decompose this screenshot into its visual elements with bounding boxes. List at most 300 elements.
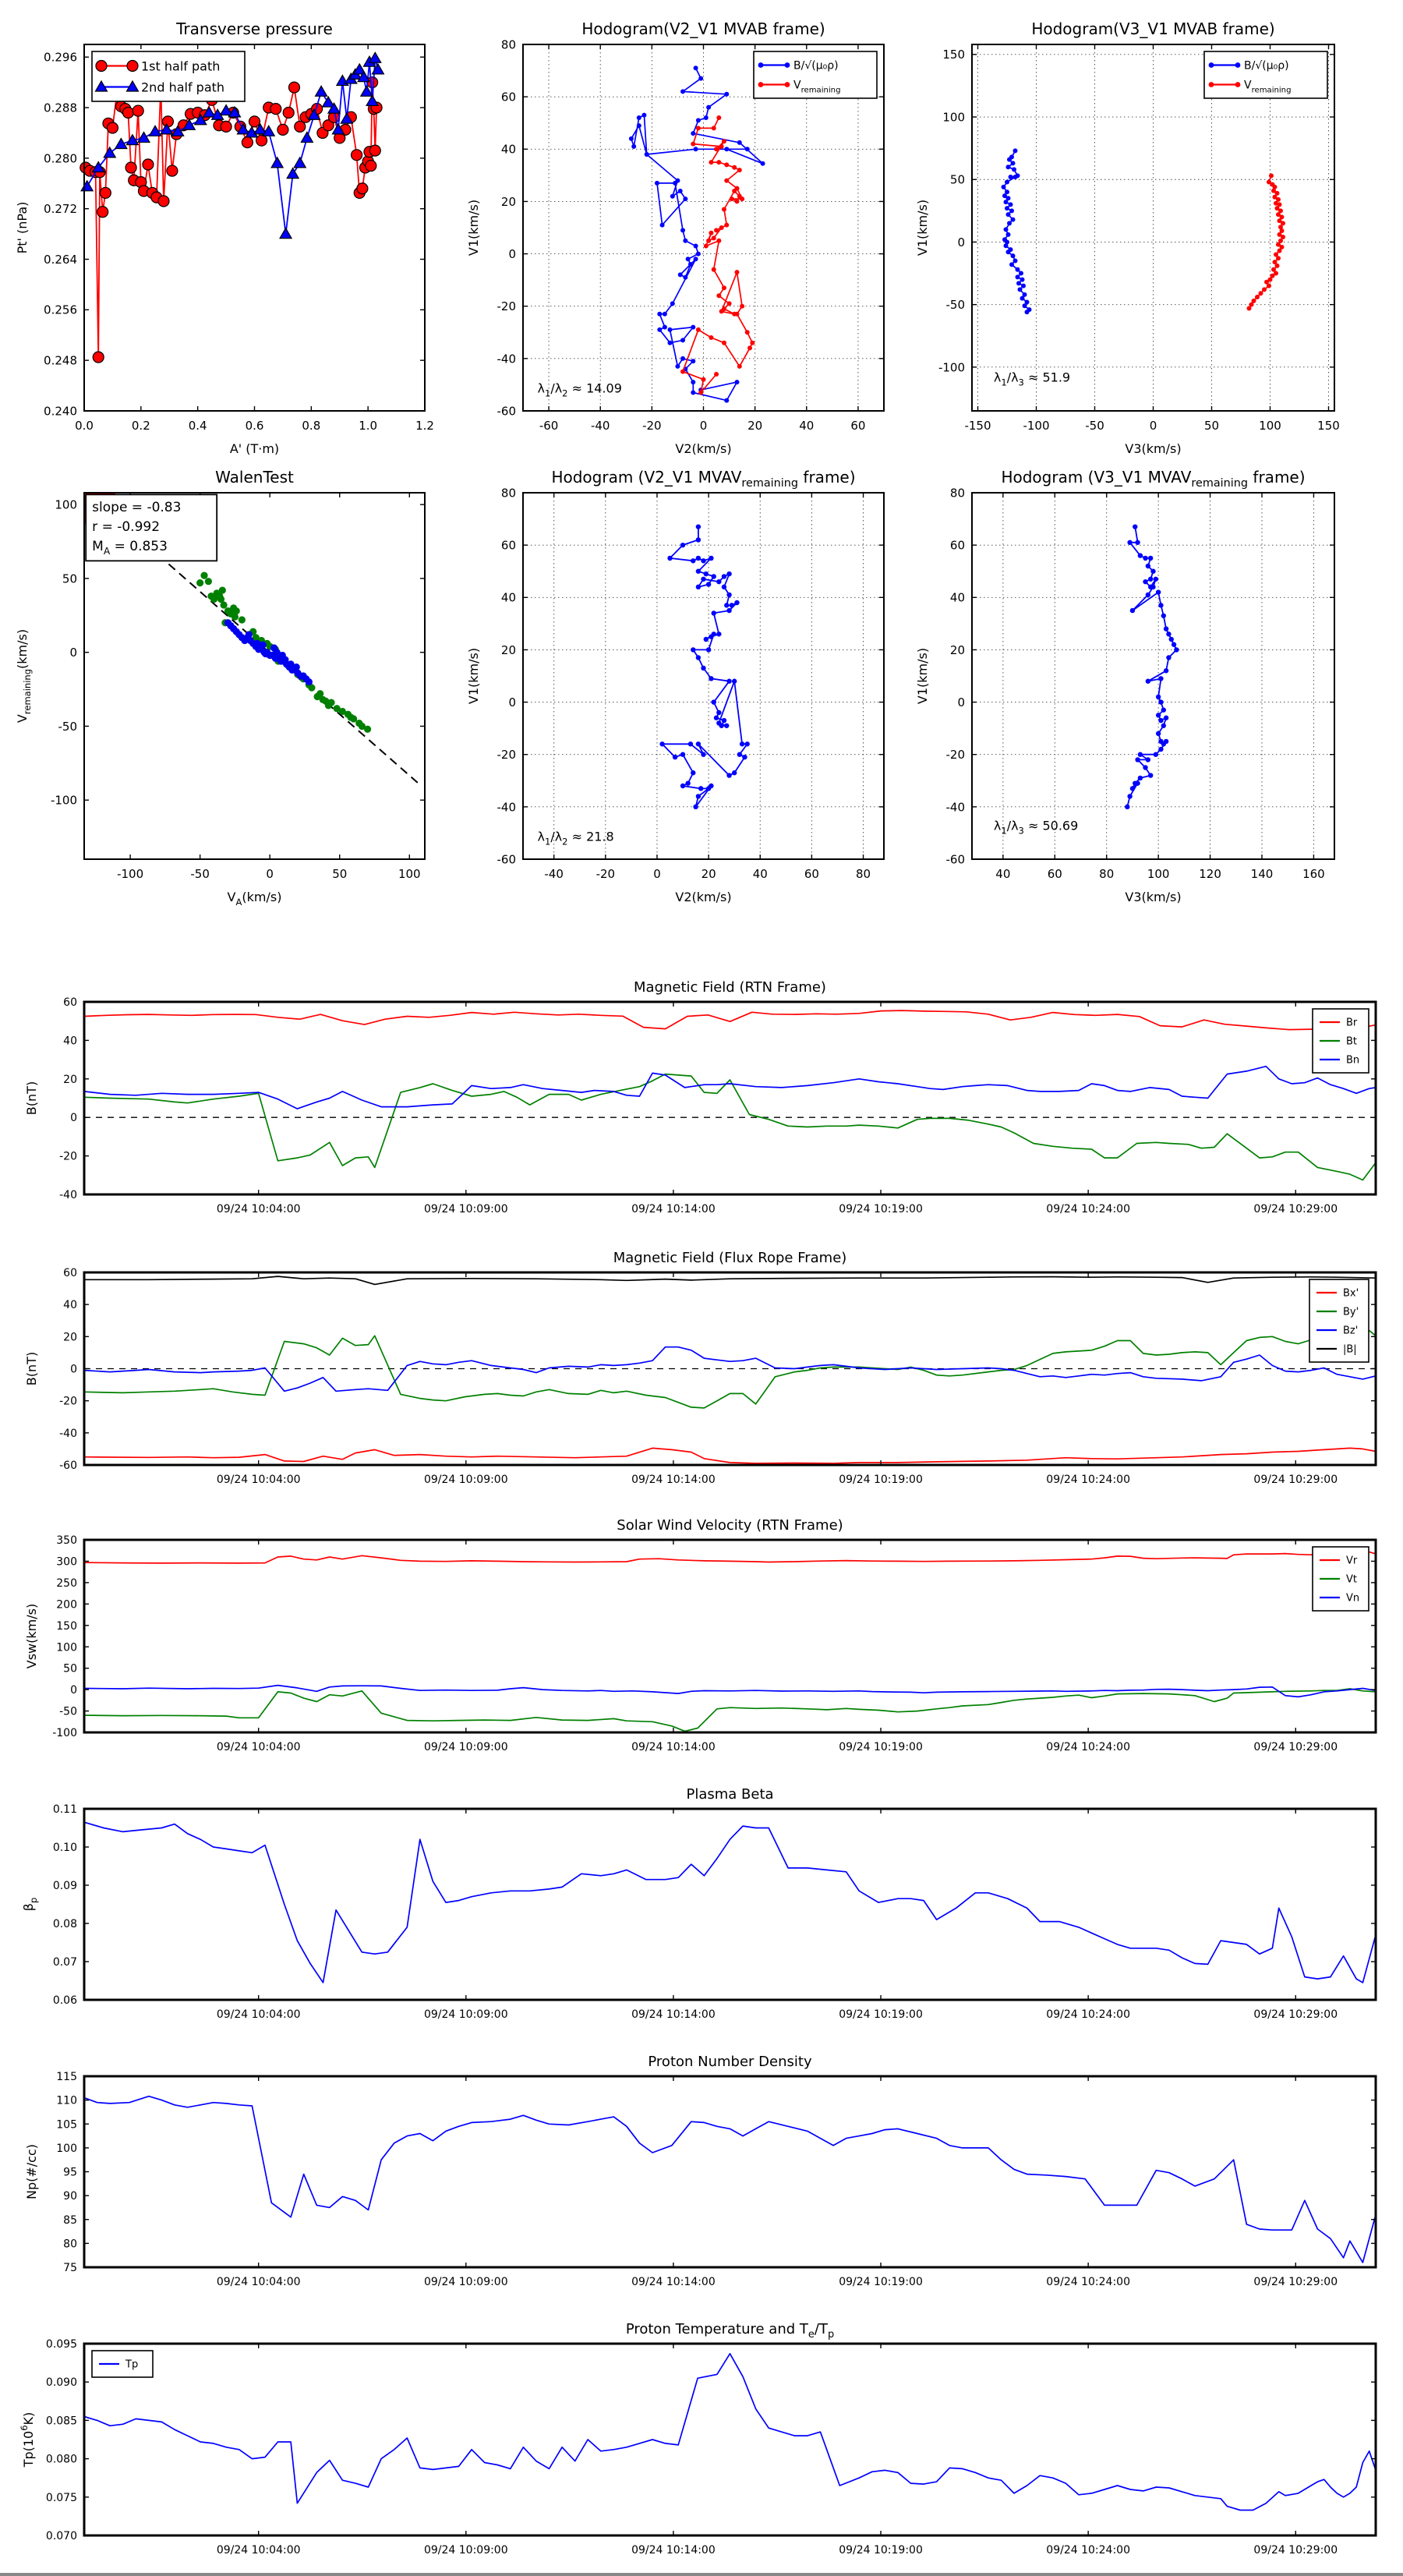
data-point-marker — [785, 62, 790, 68]
data-point-marker — [722, 285, 726, 290]
data-point-marker — [712, 267, 716, 272]
data-point-marker — [1275, 264, 1280, 268]
data-point-marker — [1138, 553, 1143, 557]
circle-marker — [221, 121, 231, 132]
data-point-marker — [1276, 256, 1281, 260]
x-tick-label: 160 — [1302, 867, 1325, 881]
y-tick-label: 40 — [500, 142, 516, 157]
data-point-marker — [694, 65, 698, 70]
annotation-text: $\lambda_1/\lambda_2 \approx 21.8$ — [537, 829, 614, 847]
x-tick-label: 09/24 10:04:00 — [216, 2008, 301, 2021]
data-point-marker — [696, 327, 701, 332]
data-point-marker — [745, 741, 750, 746]
legend — [92, 2351, 153, 2377]
data-point-marker — [709, 231, 713, 235]
br-line — [84, 1010, 1376, 1030]
x-tick-label: 09/24 10:09:00 — [423, 1203, 508, 1215]
y-tick-label: 100 — [56, 1641, 77, 1654]
data-point-marker — [712, 235, 716, 240]
data-point-marker — [1006, 232, 1011, 237]
x-tick-label: 1.2 — [415, 419, 434, 433]
x-tick-label: 1.0 — [359, 419, 378, 433]
data-point-marker — [683, 196, 687, 201]
plot-title: Magnetic Field (RTN Frame) — [634, 979, 826, 996]
data-point-marker — [737, 364, 742, 369]
scatter-point — [219, 586, 226, 593]
legend — [1309, 1279, 1369, 1362]
data-point-marker — [709, 676, 713, 681]
plot-title: Hodogram (V3_V1 $MVAV_{remaining}$ frame) — [1001, 468, 1306, 490]
data-point-marker — [1156, 713, 1161, 717]
data-point-marker — [706, 582, 711, 586]
data-point-marker — [668, 327, 673, 332]
v-hodogram-markers — [1247, 173, 1286, 310]
x-tick-label: 09/24 10:19:00 — [839, 1474, 923, 1486]
y-tick-label: -40 — [945, 800, 965, 815]
legend-label: |B| — [1343, 1343, 1357, 1356]
x-tick-label: 09/24 10:04:00 — [216, 1203, 301, 1215]
y-tick-label: 105 — [56, 2118, 77, 2132]
data-point-marker — [663, 325, 667, 330]
annotation-text: slope = -0.83 — [92, 499, 182, 515]
data-point-marker — [1013, 259, 1018, 264]
data-point-marker — [1158, 603, 1163, 607]
data-point-marker — [716, 239, 721, 243]
plot-title: Hodogram(V2_V1 MVAB frame) — [581, 19, 825, 38]
data-point-marker — [722, 585, 726, 589]
data-point-marker — [709, 160, 713, 165]
x-tick-label: 0 — [653, 867, 661, 881]
x-tick-label: 50 — [332, 867, 348, 881]
data-point-marker — [1135, 540, 1140, 545]
data-point-marker — [1164, 668, 1168, 673]
circle-marker — [270, 104, 281, 115]
data-point-marker — [716, 632, 721, 636]
data-point-marker — [722, 718, 726, 723]
x-tick-label: 100 — [398, 867, 421, 881]
data-point-marker — [727, 301, 732, 306]
data-point-marker — [637, 123, 641, 128]
annotation-text: $\lambda_1/\lambda_2 \approx 14.09$ — [537, 380, 622, 399]
scatter-point — [210, 596, 217, 603]
data-point-marker — [1009, 202, 1013, 207]
y-tick-label: 85 — [63, 2213, 77, 2227]
y-tick-label: -40 — [59, 1427, 77, 1440]
x-tick-label: 09/24 10:29:00 — [1253, 1474, 1338, 1486]
y-tick-label: 100 — [56, 2142, 77, 2155]
data-point-marker — [745, 147, 750, 151]
x-tick-label: 09/24 10:09:00 — [423, 1474, 508, 1486]
annotation — [994, 370, 1070, 387]
data-point-marker — [761, 161, 765, 166]
data-point-marker — [714, 228, 719, 232]
plot-title: Magnetic Field (Flux Rope Frame) — [613, 1250, 847, 1266]
data-point-marker — [737, 168, 742, 172]
data-point-marker — [724, 162, 729, 167]
y-tick-label: -100 — [52, 1727, 77, 1740]
data-point-marker — [691, 391, 695, 395]
data-point-marker — [724, 179, 729, 183]
data-point-marker — [641, 113, 646, 118]
legend-label: $V_{remaining}$ — [1244, 79, 1292, 95]
legend-label: Vt — [1346, 1573, 1357, 1586]
magnetic-field-rtn-plot — [24, 979, 1376, 1215]
data-point-marker — [1269, 173, 1274, 178]
data-point-marker — [1150, 585, 1155, 589]
x-tick-label: 150 — [1317, 419, 1340, 433]
data-point-marker — [1164, 716, 1168, 720]
scatter-point — [364, 726, 371, 733]
walen-test-plot — [15, 468, 425, 908]
triangle-marker — [301, 132, 313, 142]
data-point-marker — [740, 304, 744, 309]
data-point-marker — [714, 147, 719, 151]
x-tick-label: 09/24 10:24:00 — [1046, 2544, 1130, 2557]
annotation — [994, 818, 1078, 836]
proton-temperature-plot — [19, 2321, 1376, 2557]
data-point-marker — [1021, 284, 1026, 288]
data-point-marker — [655, 181, 659, 186]
x-tick-label: 09/24 10:19:00 — [839, 2276, 923, 2288]
data-point-marker — [1130, 786, 1135, 791]
np-line — [84, 2097, 1376, 2263]
data-point-marker — [1158, 747, 1163, 752]
data-point-marker — [1125, 805, 1129, 809]
data-point-marker — [1004, 200, 1009, 204]
y-tick-label: 0 — [508, 695, 516, 709]
plot-title: Plasma Beta — [686, 1786, 774, 1803]
y-tick-label: 40 — [500, 590, 516, 605]
circle-marker — [162, 116, 173, 127]
data-point-marker — [694, 244, 698, 249]
vr-line — [84, 1550, 1376, 1563]
annotation-text: $\lambda_1/\lambda_3 \approx 50.69$ — [993, 818, 1079, 837]
circle-marker — [158, 196, 169, 207]
y-axis-label: Vsw(km/s) — [24, 1603, 39, 1669]
data-point-marker — [696, 118, 701, 122]
x-tick-label: -60 — [539, 419, 559, 433]
data-point-marker — [1138, 776, 1143, 780]
data-point-marker — [696, 537, 701, 542]
y-tick-label: -50 — [59, 1705, 77, 1718]
plot-title: Proton Number Density — [648, 2054, 812, 2070]
y-tick-label: 300 — [56, 1555, 77, 1569]
data-point-marker — [1169, 637, 1174, 642]
data-point-marker — [1262, 287, 1267, 292]
data-point-marker — [726, 608, 731, 613]
x-tick-label: 60 — [850, 419, 866, 433]
data-point-marker — [1127, 794, 1132, 798]
y-tick-label: 0.288 — [44, 101, 77, 115]
data-point-marker — [696, 556, 701, 561]
triangle-marker — [104, 147, 115, 157]
y-tick-label: 80 — [500, 37, 516, 52]
data-point-marker — [726, 571, 731, 576]
x-tick-label: 09/24 10:04:00 — [216, 1474, 301, 1486]
data-point-marker — [1138, 752, 1143, 757]
data-point-marker — [1161, 614, 1166, 618]
axes-frame — [84, 1540, 1376, 1732]
y-axis-label: $V_{remaining}(km/s)$ — [15, 628, 33, 724]
y-axis-label: B(nT) — [24, 1081, 39, 1116]
data-point-marker — [1158, 699, 1163, 704]
x-tick-label: 09/24 10:09:00 — [423, 2544, 508, 2557]
plot-title: WalenTest — [215, 468, 294, 487]
data-point-marker — [691, 770, 695, 775]
circle-marker — [357, 183, 368, 194]
bt-line — [84, 1074, 1376, 1180]
y-tick-label: 0.11 — [52, 1803, 77, 1817]
y-tick-label: 0.09 — [52, 1880, 77, 1893]
triangle-marker — [316, 86, 327, 96]
data-point-marker — [714, 372, 719, 377]
x-tick-label: 40 — [995, 867, 1011, 881]
legend — [92, 51, 245, 101]
data-point-marker — [663, 312, 667, 317]
v-hodogram-line — [1127, 527, 1176, 807]
data-point-marker — [704, 571, 709, 576]
legend-label: B/√(μ₀ρ) — [1244, 59, 1289, 73]
y-axis-label: B(nT) — [24, 1351, 39, 1386]
triangle-marker — [294, 157, 306, 168]
data-point-marker — [1016, 267, 1020, 272]
data-point-marker — [685, 780, 690, 785]
bn-line — [84, 1067, 1376, 1109]
x-tick-label: 09/24 10:19:00 — [839, 1203, 923, 1215]
data-point-marker — [680, 338, 685, 342]
y-axis-label: $\beta_p$ — [21, 1897, 39, 1912]
x-tick-label: 120 — [1199, 867, 1221, 881]
y-tick-label: 0.070 — [45, 2530, 77, 2543]
y-tick-label: 0 — [508, 246, 516, 261]
circle-marker — [100, 187, 111, 198]
y-tick-label: 0 — [957, 695, 965, 709]
y-tick-label: 40 — [63, 1035, 77, 1048]
y-tick-label: 0.07 — [52, 1956, 77, 1969]
axes-frame — [84, 1809, 1376, 2000]
annotation — [538, 381, 622, 399]
data-point-marker — [668, 341, 673, 345]
data-point-marker — [1013, 175, 1018, 179]
walen-blue-points — [224, 619, 313, 685]
y-tick-label: 150 — [56, 1619, 77, 1633]
data-point-marker — [722, 574, 726, 579]
y-axis-label: V1(km/s) — [466, 199, 481, 257]
y-tick-label: -40 — [497, 800, 516, 815]
data-point-marker — [1148, 556, 1153, 561]
data-point-marker — [1154, 577, 1158, 582]
data-point-marker — [1130, 608, 1135, 613]
data-point-marker — [686, 257, 691, 261]
axes-frame — [84, 2344, 1376, 2535]
y-tick-label: 0.085 — [45, 2415, 77, 2428]
x-tick-label: 09/24 10:24:00 — [1046, 1203, 1130, 1215]
data-point-marker — [696, 569, 701, 574]
data-point-marker — [696, 585, 701, 589]
x-tick-label: -50 — [190, 867, 210, 881]
y-tick-label: 75 — [63, 2262, 77, 2275]
data-point-marker — [1143, 556, 1147, 561]
data-point-marker — [659, 741, 664, 746]
y-tick-label: 40 — [63, 1299, 77, 1312]
magnetic-field-flux-rope-plot — [24, 1250, 1376, 1486]
y-tick-label: 100 — [942, 110, 965, 125]
x-tick-label: 09/24 10:29:00 — [1253, 2276, 1338, 2288]
y-tick-label: 20 — [949, 642, 965, 657]
data-point-marker — [716, 160, 721, 165]
x-tick-label: -150 — [964, 419, 991, 433]
data-point-marker — [694, 147, 698, 151]
data-point-marker — [1166, 632, 1171, 636]
data-point-marker — [1148, 773, 1153, 777]
x-tick-label: 60 — [1047, 867, 1062, 881]
y-tick-label: -50 — [945, 298, 965, 313]
x-tick-label: 20 — [701, 867, 716, 881]
data-point-marker — [631, 144, 636, 149]
data-point-marker — [1013, 148, 1018, 153]
data-point-marker — [1235, 62, 1241, 68]
y-tick-label: 0.280 — [44, 151, 77, 166]
y-tick-label: 20 — [63, 1331, 77, 1344]
y-tick-label: 60 — [500, 538, 516, 553]
scatter-point — [205, 578, 212, 585]
annotation — [538, 830, 614, 847]
y-tick-label: 115 — [56, 2071, 77, 2084]
circle-marker — [249, 116, 260, 127]
y-tick-label: 0.095 — [45, 2338, 77, 2351]
x-tick-label: 09/24 10:29:00 — [1253, 2008, 1338, 2021]
x-tick-label: 0 — [266, 867, 274, 881]
vt-line — [84, 1689, 1376, 1731]
data-point-marker — [691, 647, 695, 652]
circle-marker — [127, 61, 138, 72]
y-tick-label: 20 — [63, 1073, 77, 1086]
annotation — [86, 494, 217, 561]
y-tick-label: 50 — [949, 172, 965, 187]
data-point-marker — [1020, 296, 1025, 301]
data-point-marker — [701, 577, 705, 582]
x-tick-label: 09/24 10:19:00 — [839, 2008, 923, 2021]
data-point-marker — [706, 647, 711, 652]
data-point-marker — [637, 115, 641, 120]
data-point-marker — [712, 632, 716, 636]
x-tick-label: 09/24 10:24:00 — [1046, 2276, 1130, 2288]
y-tick-label: 80 — [500, 486, 516, 501]
proton-number-density-plot — [24, 2054, 1376, 2288]
triangle-marker — [271, 157, 283, 168]
data-point-marker — [645, 152, 649, 157]
plasma-beta-plot — [21, 1786, 1376, 2021]
x-tick-label: 09/24 10:19:00 — [839, 2544, 923, 2557]
plot-title: Hodogram(V3_V1 MVAB frame) — [1031, 19, 1275, 38]
data-point-marker — [657, 312, 662, 317]
data-point-marker — [724, 223, 729, 228]
data-point-marker — [709, 784, 713, 788]
y-tick-label: 0 — [69, 646, 77, 660]
y-axis-label: V1(km/s) — [915, 647, 930, 705]
data-point-marker — [724, 92, 729, 97]
data-point-marker — [698, 76, 703, 81]
transverse-pressure-plot — [15, 19, 434, 456]
v-hodogram-markers — [1125, 524, 1179, 809]
data-point-marker — [1023, 303, 1027, 308]
x-tick-label: 20 — [747, 419, 763, 433]
legend-label: B/√(μ₀ρ) — [793, 59, 839, 73]
axes-frame — [523, 493, 884, 859]
data-point-marker — [1016, 274, 1020, 279]
x-axis-label: V2(km/s) — [675, 441, 732, 456]
data-point-marker — [704, 244, 709, 249]
data-point-marker — [740, 741, 744, 746]
data-point-marker — [712, 610, 716, 615]
data-point-marker — [706, 105, 711, 110]
y-tick-label: -60 — [497, 404, 516, 419]
data-point-marker — [688, 262, 693, 267]
x-tick-label: 09/24 10:09:00 — [423, 2276, 508, 2288]
hodogram-v3v1-mvab-plot — [915, 19, 1340, 456]
annotation-text: $M_A = 0.853$ — [92, 538, 168, 557]
y-tick-label: 0 — [70, 1112, 77, 1125]
hodogram-v2v1-mvab-plot — [466, 19, 884, 456]
data-point-marker — [701, 752, 705, 757]
y-tick-label: 50 — [63, 1662, 77, 1675]
data-point-marker — [1127, 540, 1132, 545]
x-tick-label: 09/24 10:14:00 — [631, 1741, 716, 1753]
data-point-marker — [1004, 227, 1009, 232]
data-point-marker — [675, 364, 680, 369]
data-point-marker — [712, 574, 716, 579]
data-point-marker — [680, 784, 685, 788]
x-tick-label: 0.0 — [75, 419, 94, 433]
y-tick-label: 350 — [56, 1534, 77, 1548]
y-tick-label: -20 — [945, 748, 965, 763]
data-point-marker — [680, 228, 685, 232]
y-tick-label: 20 — [500, 194, 516, 209]
data-point-marker — [1006, 212, 1011, 217]
data-point-marker — [1009, 175, 1013, 179]
data-point-marker — [1172, 642, 1176, 647]
data-point-marker — [670, 194, 675, 199]
data-point-marker — [1002, 185, 1006, 189]
beta-p-line — [84, 1822, 1376, 1983]
data-point-marker — [716, 293, 721, 298]
data-point-marker — [726, 593, 731, 597]
data-point-marker — [701, 558, 705, 563]
data-point-marker — [680, 543, 685, 547]
data-point-marker — [726, 773, 731, 777]
x-axis-label: A' (T·m) — [229, 441, 280, 456]
x-tick-label: 60 — [804, 867, 819, 881]
legend — [1313, 1009, 1369, 1073]
data-point-marker — [1020, 278, 1025, 282]
scatter-point — [325, 702, 332, 709]
data-point-marker — [696, 252, 701, 257]
data-point-marker — [734, 312, 739, 317]
data-point-marker — [1174, 647, 1179, 652]
data-point-marker — [712, 126, 716, 130]
data-point-marker — [737, 752, 742, 757]
y-tick-label: 0.06 — [52, 1994, 77, 2008]
data-point-marker — [716, 720, 721, 725]
plot-title: Proton Temperature and $T_e/T_p$ — [625, 2321, 835, 2341]
x-tick-label: 09/24 10:29:00 — [1253, 1203, 1338, 1215]
triangle-marker — [366, 95, 378, 105]
data-point-marker — [673, 755, 677, 759]
v-hodogram-line — [683, 118, 752, 393]
b-hodogram-markers — [629, 65, 765, 402]
data-point-marker — [667, 556, 672, 561]
hodogram-v3v1-mvav-plot — [915, 468, 1334, 904]
